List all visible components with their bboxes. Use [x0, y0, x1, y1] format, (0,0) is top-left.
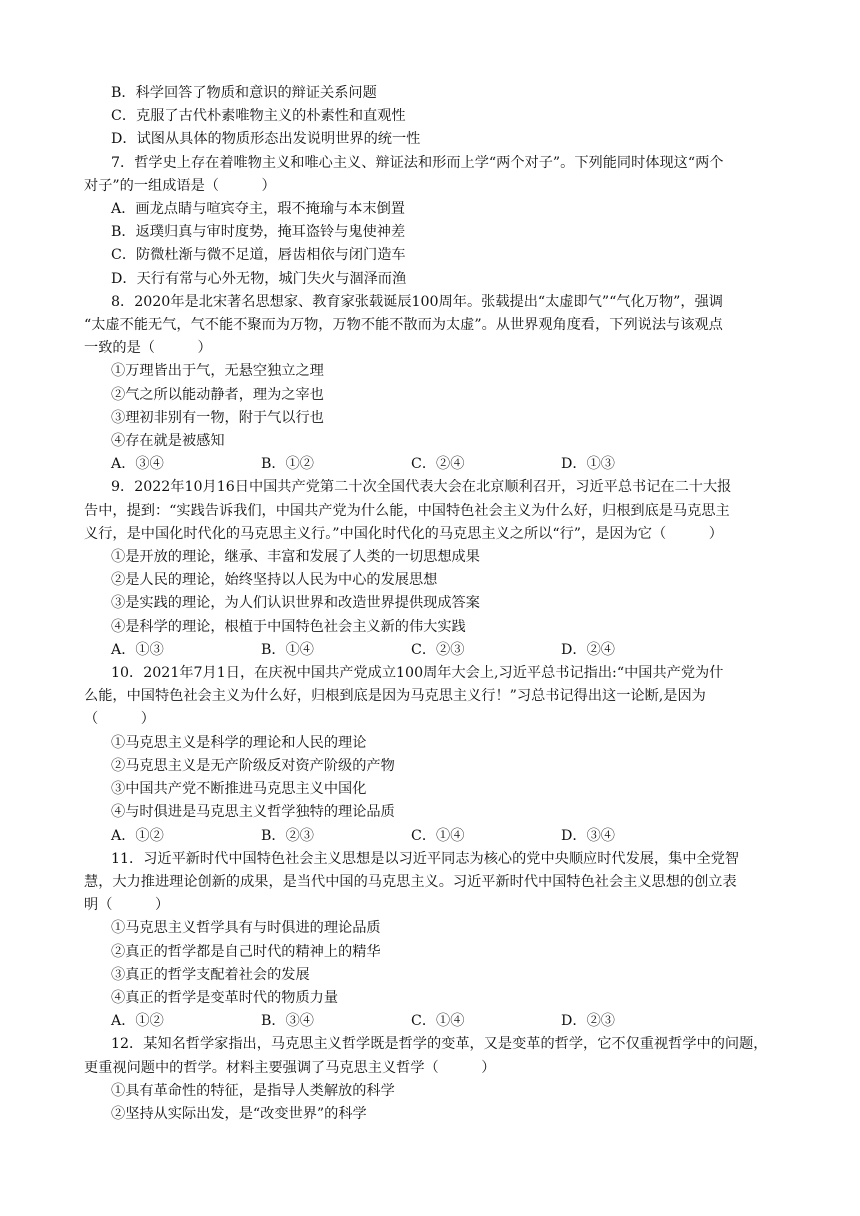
- option-b: B．返璞归真与审时度势，掩耳盗铃与鬼使神差: [111, 224, 406, 241]
- statement-item: ④是科学的理论，根植于中国特色社会主义新的伟大实践: [111, 618, 466, 635]
- statement-item: ③是实践的理论，为人们认识世界和改造世界提供现成答案: [111, 595, 480, 612]
- statement-item: ③中国共产党不断推进马克思主义中国化: [111, 781, 367, 798]
- choice-a: A．①③: [111, 641, 164, 658]
- choice-b: B．③④: [261, 1013, 314, 1030]
- question-text: 7．哲学史上存在着唯物主义和唯心主义、辩证法和形而上学“两个对子”。下列能同时体现这“两个: [111, 154, 724, 171]
- statement-item: ②是人民的理论，始终坚持以人民为中心的发展思想: [111, 572, 438, 589]
- question-11: [84, 848, 784, 1034]
- question-9: [84, 476, 784, 662]
- statement-item: ①马克思主义是科学的理论和人民的理论: [111, 734, 367, 751]
- statement-item: ③理初非别有一物，附于气以行也: [111, 409, 324, 426]
- choice-c: C．①④: [411, 1013, 465, 1030]
- option-c: C．克服了古代朴素唯物主义的朴素性和直观性: [111, 108, 406, 125]
- question-12: [84, 1033, 784, 1126]
- question-text: 明（ ）: [84, 897, 170, 914]
- choice-c: C．②③: [411, 641, 465, 658]
- choice-b: B．①②: [261, 456, 314, 473]
- statement-item: ④存在就是被感知: [111, 433, 225, 450]
- statement-item: ②坚持从实际出发，是“改变世界”的科学: [111, 1105, 367, 1122]
- question-8: [84, 291, 784, 477]
- question-text: 告中，提到：“实践告诉我们，中国共产党为什么能，中国特色社会主义为什么好，归根到底是马克思主: [84, 502, 730, 519]
- choice-c: C．①④: [411, 827, 465, 844]
- option-a: A．画龙点睛与喧宾夺主，瑕不掩瑜与本末倒置: [111, 201, 405, 218]
- question-text: 8．2020年是北宋著名思想家、教育家张载诞辰100周年。张载提出“太虚即气”“气化万物”，强调: [111, 293, 723, 310]
- statement-item: ①是开放的理论，继承、丰富和发展了人类的一切思想成果: [111, 549, 480, 566]
- statement-item: ③真正的哲学支配着社会的发展: [111, 966, 310, 983]
- choice-b: B．①④: [261, 641, 314, 658]
- statement-item: ①万理皆出于气，无悬空独立之理: [111, 363, 324, 380]
- question-text: 对子”的一组成语是（ ）: [84, 177, 276, 194]
- question-text: “太虚不能无气，气不能不聚而为万物，万物不能不散而为太虚”。从世界观角度看，下列说法与该观点: [84, 317, 723, 334]
- choice-a: A．①②: [111, 827, 164, 844]
- question-text: 一致的是（ ）: [84, 340, 212, 357]
- statement-item: ①具有革命性的特征，是指导人类解放的科学: [111, 1082, 395, 1099]
- choice-b: B．②③: [261, 827, 314, 844]
- statement-item: ②气之所以能动静者，理为之宰也: [111, 386, 324, 403]
- statement-item: ④与时俱进是马克思主义哲学独特的理论品质: [111, 804, 395, 821]
- question-text: 慧，大力推进理论创新的成果，是当代中国的马克思主义。习近平新时代中国特色社会主义思想的创立表: [84, 873, 737, 890]
- choice-d: D．②④: [561, 641, 615, 658]
- question-text: 么能，中国特色社会主义为什么好，归根到底是因为马克思主义行！”习总书记得出这一论断,是因为: [84, 688, 706, 705]
- question-text: 10．2021年7月1日，在庆祝中国共产党成立100周年大会上,习近平总书记指出:“中国共产党为什: [111, 665, 724, 682]
- question-text: 更重视问题中的哲学。材料主要强调了马克思主义哲学（ ）: [84, 1059, 496, 1076]
- question-text: 11．习近平新时代中国特色社会主义思想是以习近平同志为核心的党中央顺应时代发展，集中全党智: [111, 850, 740, 867]
- exam-page: [84, 82, 784, 1126]
- question-text: 12．某知名哲学家指出，马克思主义哲学既是哲学的变革，又是变革的哲学，它不仅重视哲学中的问题，: [111, 1036, 768, 1053]
- question-text: 义行，是中国化时代化的马克思主义行。”中国化时代化的马克思主义之所以“行”，是因为它（ ）: [84, 525, 723, 542]
- statement-item: ②马克思主义是无产阶级反对资产阶级的产物: [111, 757, 395, 774]
- question-text: 9．2022年10月16日中国共产党第二十次全国代表大会在北京顺利召开，习近平总书记在二十大报: [111, 479, 732, 496]
- question-text: （ ）: [84, 711, 155, 728]
- question-10: [84, 662, 784, 848]
- choice-d: D．③④: [561, 827, 615, 844]
- choice-a: A．①②: [111, 1013, 164, 1030]
- choice-c: C．②④: [411, 456, 465, 473]
- option-b: B．科学回答了物质和意识的辩证关系问题: [111, 85, 377, 101]
- statement-item: ②真正的哲学都是自己时代的精神上的精华: [111, 943, 381, 960]
- answer-choices: [84, 825, 784, 848]
- answer-choices: [84, 1010, 784, 1033]
- option-d: D．试图从具体的物质形态出发说明世界的统一性: [111, 131, 421, 148]
- choice-d: D．②③: [561, 1013, 615, 1030]
- statement-item: ①马克思主义哲学具有与时俱进的理论品质: [111, 920, 381, 937]
- option-c: C．防微杜渐与微不足道，唇齿相依与闭门造车: [111, 247, 406, 264]
- answer-choices: [84, 453, 784, 476]
- question-7: [84, 152, 784, 291]
- choice-d: D．①③: [561, 456, 615, 473]
- choice-a: A．③④: [111, 456, 164, 473]
- answer-choices: [84, 639, 784, 662]
- statement-item: ④真正的哲学是变革时代的物质力量: [111, 989, 339, 1006]
- option-d: D．天行有常与心外无物，城门失火与涸泽而渔: [111, 270, 407, 287]
